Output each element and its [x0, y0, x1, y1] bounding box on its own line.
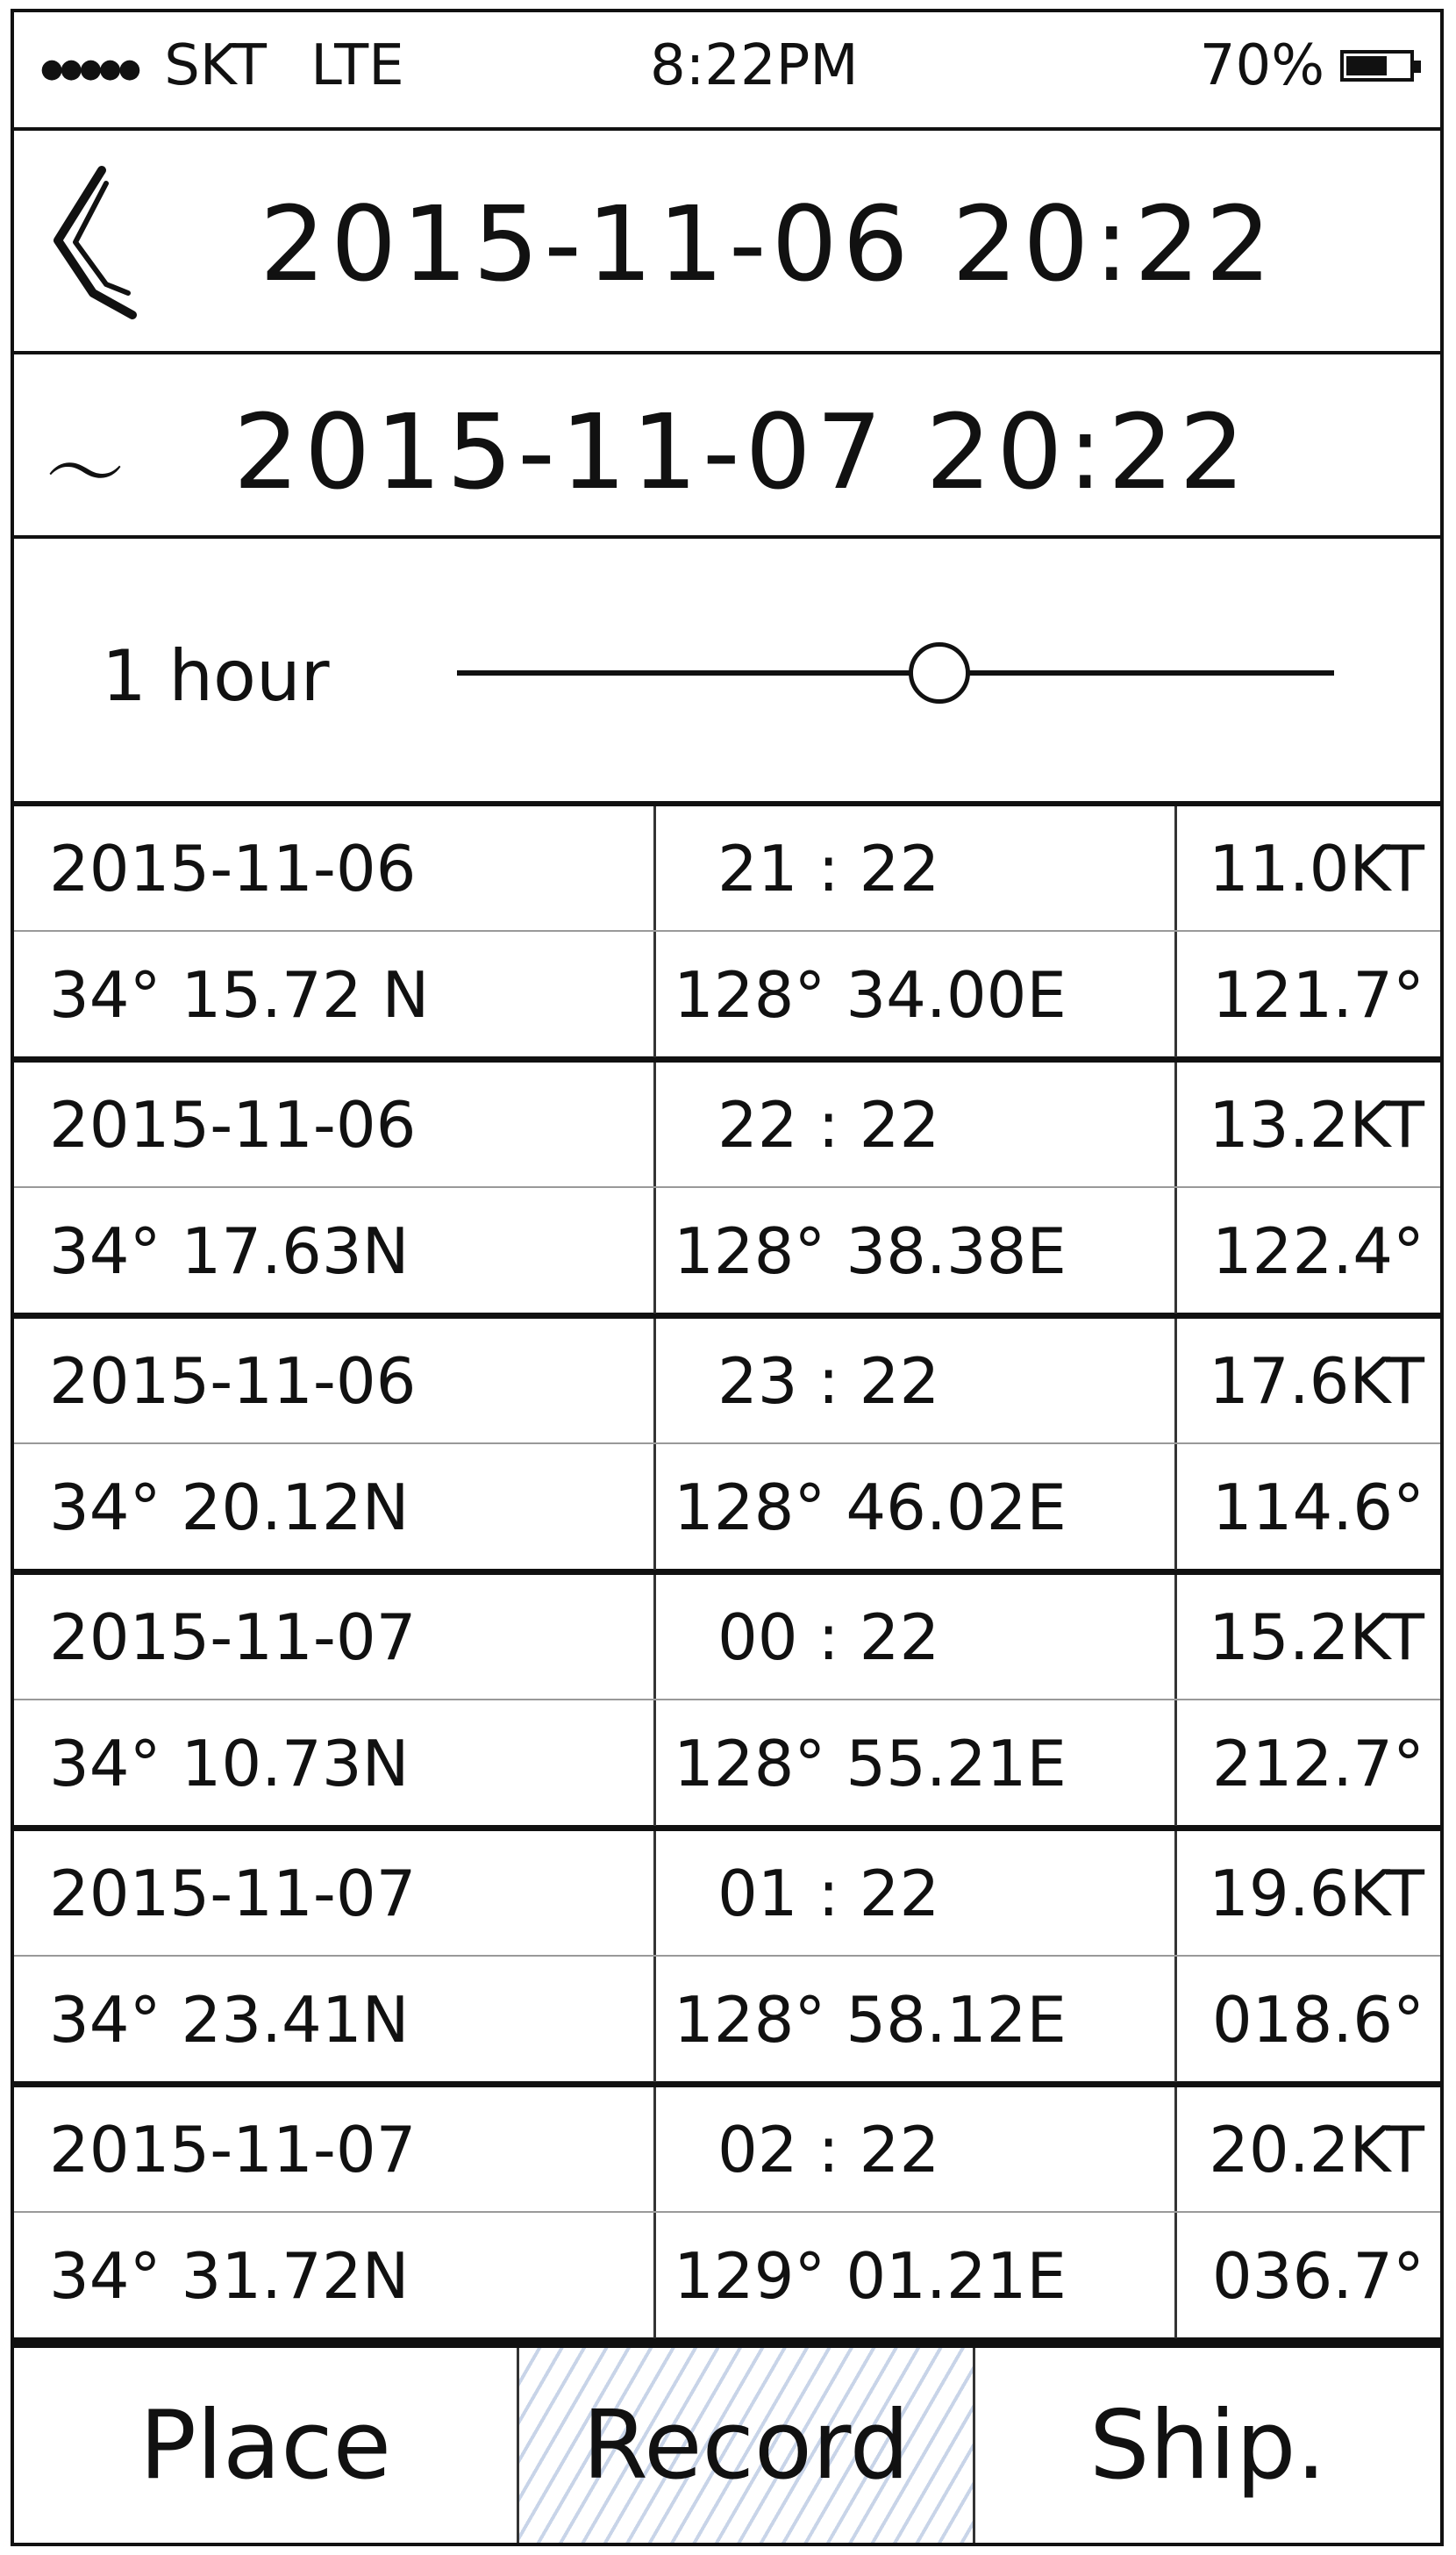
record-row[interactable]	[14, 2087, 1440, 2344]
record-line-2	[14, 1444, 1440, 1570]
record-row[interactable]	[14, 1063, 1440, 1319]
interval-section	[14, 539, 1440, 806]
record-row[interactable]	[14, 1831, 1440, 2087]
carrier-name: SKT	[164, 33, 267, 98]
to-datetime[interactable]: 2015-11-07 20:22	[233, 391, 1251, 512]
interval-slider-track[interactable]	[457, 670, 1334, 676]
record-heading: 036.7°	[1211, 2238, 1424, 2313]
record-speed: 11.0KT	[1209, 831, 1424, 905]
record-date: 2015-11-07	[14, 1575, 656, 1699]
record-time: 21 : 22	[656, 806, 1177, 930]
record-line-1	[14, 2087, 1440, 2213]
tilde-icon: 〜	[46, 427, 125, 519]
record-line-2	[14, 1957, 1440, 2082]
status-time: 8:22PM	[650, 33, 859, 98]
record-time: 02 : 22	[656, 2087, 1177, 2211]
tab-place[interactable]: Place	[14, 2348, 519, 2543]
record-speed: 20.2KT	[1209, 2112, 1424, 2186]
record-time: 00 : 22	[656, 1575, 1177, 1699]
carrier-info	[40, 33, 404, 98]
record-time: 22 : 22	[656, 1063, 1177, 1186]
record-row[interactable]	[14, 1575, 1440, 1831]
record-date: 2015-11-07	[14, 1831, 656, 1955]
record-line-1	[14, 806, 1440, 932]
record-speed: 13.2KT	[1209, 1087, 1424, 1162]
record-latitude: 34° 17.63N	[14, 1188, 656, 1313]
record-line-2	[14, 1700, 1440, 1826]
tab-record[interactable]: Record	[519, 2348, 975, 2543]
network-type: LTE	[310, 33, 404, 98]
record-latitude: 34° 23.41N	[14, 1957, 656, 2082]
battery-icon	[1340, 50, 1414, 82]
from-datetime[interactable]: 2015-11-06 20:22	[260, 183, 1277, 304]
record-heading: 122.4°	[1211, 1213, 1424, 1288]
interval-slider-thumb[interactable]	[909, 642, 970, 704]
record-line-2	[14, 2213, 1440, 2338]
to-date-row[interactable]	[14, 354, 1440, 539]
interval-label: 1 hour	[102, 635, 330, 717]
record-speed: 17.6KT	[1209, 1343, 1424, 1418]
record-line-2	[14, 932, 1440, 1057]
status-bar	[14, 12, 1440, 131]
tab-ship[interactable]: Ship.	[1089, 2390, 1326, 2501]
record-row[interactable]	[14, 806, 1440, 1063]
record-longitude: 128° 55.21E	[656, 1700, 1177, 1826]
tab-bar	[14, 2344, 1440, 2543]
record-time: 01 : 22	[656, 1831, 1177, 1955]
battery-percent: 70%	[1199, 33, 1324, 98]
record-row[interactable]	[14, 1319, 1440, 1575]
back-chevron-icon[interactable]	[40, 161, 146, 324]
record-longitude: 128° 58.12E	[656, 1957, 1177, 2082]
record-longitude: 128° 34.00E	[656, 932, 1177, 1057]
battery-status	[1200, 33, 1414, 98]
record-line-1	[14, 1831, 1440, 1957]
record-time: 23 : 22	[656, 1319, 1177, 1442]
record-heading: 121.7°	[1211, 957, 1424, 1032]
record-line-2	[14, 1188, 1440, 1313]
signal-dots-icon: ●●●●●	[40, 53, 138, 84]
record-heading: 212.7°	[1211, 1726, 1424, 1800]
record-line-1	[14, 1319, 1440, 1444]
records-list	[14, 806, 1440, 2344]
record-latitude: 34° 31.72N	[14, 2213, 656, 2338]
record-date: 2015-11-06	[14, 1319, 656, 1442]
record-latitude: 34° 15.72 N	[14, 932, 656, 1057]
record-date: 2015-11-07	[14, 2087, 656, 2211]
app-frame	[11, 9, 1444, 2546]
record-speed: 19.6KT	[1209, 1856, 1424, 1930]
record-longitude: 129° 01.21E	[656, 2213, 1177, 2338]
record-latitude: 34° 20.12N	[14, 1444, 656, 1570]
record-line-1	[14, 1575, 1440, 1700]
record-date: 2015-11-06	[14, 1063, 656, 1186]
from-date-row[interactable]	[14, 131, 1440, 354]
record-latitude: 34° 10.73N	[14, 1700, 656, 1826]
record-longitude: 128° 38.38E	[656, 1188, 1177, 1313]
record-speed: 15.2KT	[1209, 1600, 1424, 1674]
record-date: 2015-11-06	[14, 806, 656, 930]
record-heading: 114.6°	[1211, 1470, 1424, 1544]
record-line-1	[14, 1063, 1440, 1188]
record-heading: 018.6°	[1211, 1982, 1424, 2057]
record-longitude: 128° 46.02E	[656, 1444, 1177, 1570]
